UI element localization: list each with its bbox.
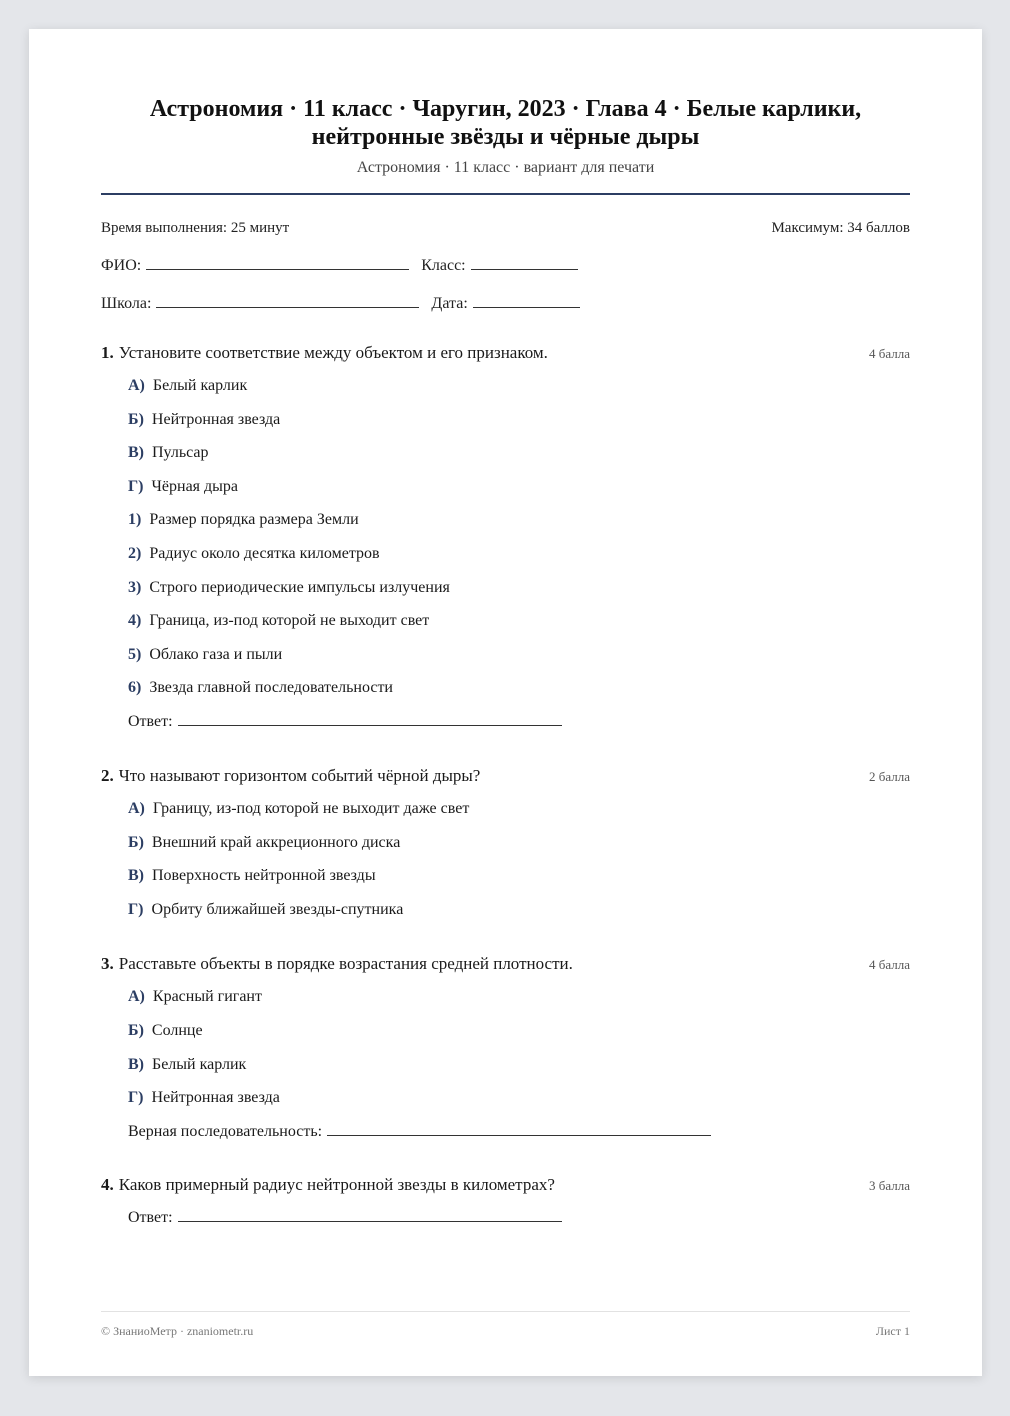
footer-copyright: © ЗнаниоМетр · znaniometr.ru <box>101 1324 254 1338</box>
option-text: Орбиту ближайшей звезды-спутника <box>151 900 404 918</box>
question-header <box>101 954 910 974</box>
option-item[interactable] <box>128 369 910 403</box>
option-marker: В) <box>128 444 144 462</box>
option-text: Звезда главной последовательности <box>149 679 393 697</box>
option-marker: Б) <box>128 1021 144 1039</box>
option-marker: 2) <box>128 544 142 562</box>
option-item[interactable] <box>128 1081 910 1115</box>
question-header <box>101 766 910 786</box>
answer-label: Верная последовательность: <box>128 1122 323 1140</box>
option-marker: 4) <box>128 612 142 630</box>
class-label: Класс: <box>421 257 466 274</box>
meta-row <box>101 220 910 237</box>
question-number: 4. <box>101 1174 114 1194</box>
option-marker: Б) <box>128 833 144 851</box>
option-marker: А) <box>128 377 145 394</box>
question-text: Расставьте объекты в порядке возрастания средней плотности. <box>118 954 573 974</box>
school-field[interactable] <box>156 291 419 308</box>
question-2 <box>101 766 910 926</box>
option-marker: 6) <box>128 679 142 697</box>
option-marker: 5) <box>128 645 142 663</box>
option-text: Облако газа и пыли <box>149 645 283 663</box>
sheet-content <box>101 29 910 1234</box>
fio-field[interactable] <box>146 253 409 270</box>
answer-row <box>128 1201 910 1234</box>
school-row <box>101 291 910 313</box>
option-text: Нейтронная звезда <box>151 410 281 428</box>
fio-label: ФИО: <box>101 257 142 274</box>
option-marker: А) <box>128 988 145 1006</box>
question-text-block <box>101 954 573 974</box>
option-marker: 1) <box>128 511 142 529</box>
question-header <box>101 1175 910 1195</box>
question-1 <box>101 343 910 738</box>
option-text: Солнце <box>151 1021 203 1039</box>
option-item[interactable] <box>128 826 910 860</box>
option-text: Красный гигант <box>152 988 262 1006</box>
option-item[interactable] <box>128 436 910 470</box>
option-text: Поверхность нейтронной звезды <box>152 867 376 885</box>
question-number: 3. <box>101 954 114 974</box>
option-item[interactable] <box>128 671 910 705</box>
option-item[interactable] <box>128 470 910 504</box>
option-marker: Г) <box>128 477 144 495</box>
answer-field[interactable] <box>178 707 562 726</box>
option-text: Белый карлик <box>152 377 248 394</box>
option-item[interactable] <box>128 604 910 638</box>
answer-row <box>128 705 910 738</box>
option-text: Граница, из-под которой не выходит свет <box>149 612 430 630</box>
header-divider <box>101 193 910 195</box>
question-text-block <box>101 343 548 363</box>
questions-list <box>101 343 910 1234</box>
options-list <box>128 792 910 926</box>
footer-page-number: Лист 1 <box>875 1324 910 1338</box>
option-item[interactable] <box>128 537 910 571</box>
option-text: Радиус около десятка километров <box>149 544 380 562</box>
option-item[interactable] <box>128 571 910 605</box>
option-item[interactable] <box>128 638 910 672</box>
question-number: 1. <box>101 343 114 362</box>
question-4 <box>101 1175 910 1234</box>
option-text: Чёрная дыра <box>151 477 239 495</box>
option-text: Белый карлик <box>152 1055 247 1073</box>
school-label: Школа: <box>101 295 152 312</box>
class-field[interactable] <box>471 253 578 270</box>
question-points: 3 балла <box>869 1177 910 1193</box>
option-item[interactable] <box>128 792 910 826</box>
date-label: Дата: <box>431 295 468 312</box>
question-points: 4 балла <box>869 957 910 973</box>
option-text: Размер порядка размера Земли <box>149 511 359 529</box>
option-text: Нейтронная звезда <box>151 1089 280 1107</box>
option-text: Строго периодические импульсы излучения <box>149 578 450 596</box>
page-subtitle: Астрономия · 11 класс · вариант для печати <box>356 159 655 176</box>
question-points: 2 балла <box>869 768 910 784</box>
option-item[interactable] <box>128 893 910 927</box>
answer-field[interactable] <box>327 1117 711 1136</box>
answer-label: Ответ: <box>128 712 173 730</box>
answer-row <box>128 1115 910 1148</box>
question-3 <box>101 954 910 1147</box>
option-marker: Г) <box>128 900 144 918</box>
option-item[interactable] <box>128 1048 910 1082</box>
answer-label: Ответ: <box>128 1208 173 1226</box>
question-text: Каков примерный радиус нейтронной звезды в километрах? <box>118 1174 555 1194</box>
test-sheet <box>29 29 982 1376</box>
option-text: Пульсар <box>152 444 209 462</box>
answer-field[interactable] <box>178 1203 562 1222</box>
option-marker: Г) <box>128 1089 144 1107</box>
question-header <box>101 343 910 363</box>
question-text: Что называют горизонтом событий чёрной дыры? <box>118 765 481 785</box>
page-footer <box>101 1311 910 1339</box>
option-marker: Б) <box>128 410 144 428</box>
question-text-block <box>101 766 480 786</box>
page-title: Астрономия · 11 класс · Чаругин, 2023 · Глава 4 · Белые карлики, нейтронные звёзды и чёрные дыры <box>149 96 862 150</box>
options-list <box>128 369 910 705</box>
question-text: Установите соответствие между объектом и его признаком. <box>118 343 548 362</box>
option-marker: А) <box>128 799 145 817</box>
option-marker: В) <box>128 1055 144 1073</box>
option-text: Внешний край аккреционного диска <box>151 833 401 851</box>
option-text: Границу, из-под которой не выходит даже свет <box>152 799 470 817</box>
option-marker: В) <box>128 867 144 885</box>
option-item[interactable] <box>128 859 910 893</box>
option-marker: 3) <box>128 578 142 596</box>
question-number: 2. <box>101 765 114 785</box>
date-field[interactable] <box>473 291 580 308</box>
max-score: Максимум: 34 баллов <box>771 220 910 236</box>
time-limit: Время выполнения: 25 минут <box>101 220 290 236</box>
option-item[interactable] <box>128 503 910 537</box>
option-item[interactable] <box>128 980 910 1014</box>
options-list <box>128 980 910 1114</box>
question-points: 4 балла <box>869 346 910 361</box>
option-item[interactable] <box>128 1014 910 1048</box>
student-name-row <box>101 253 910 275</box>
question-text-block <box>101 1175 555 1195</box>
option-item[interactable] <box>128 403 910 437</box>
